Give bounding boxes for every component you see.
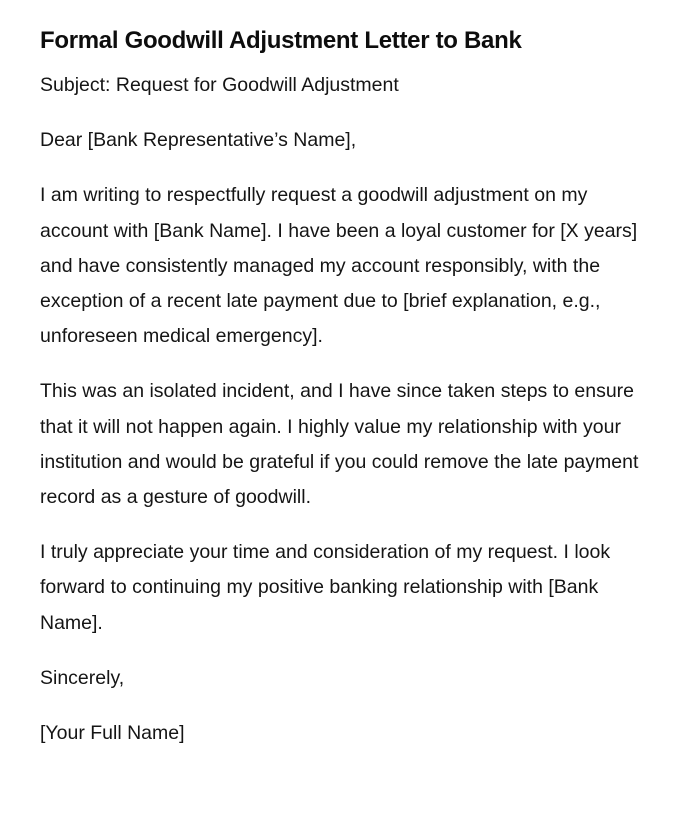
letter-title: Formal Goodwill Adjustment Letter to Bank (40, 27, 522, 54)
letter-closing: Sincerely, (40, 666, 125, 689)
letter-salutation: Dear [Bank Representative’s Name], (40, 129, 357, 152)
letter-paragraph-1: I am writing to respectfully request a goodwill adjustment on my account with [Bank Name]. I have been a loyal customer for [X years] and have consistently managed my account responsibly, with the exception of a recent late payment due to [brief explanation, e.g., unforeseen medical emergency]. (40, 184, 638, 348)
letter-document (40, 24, 650, 771)
letter-subject: Subject: Request for Goodwill Adjustment (40, 74, 399, 96)
letter-paragraph-3: I truly appreciate your time and consideration of my request. I look forward to continuing my positive banking relationship with [Bank Name]. (40, 541, 611, 634)
letter-paragraph-2: This was an isolated incident, and I have since taken steps to ensure that it will not happen again. I highly value my relationship with your institution and would be grateful if you could remove the late payment record as a gesture of goodwill. (40, 380, 639, 509)
letter-signature: [Your Full Name] (40, 722, 185, 745)
